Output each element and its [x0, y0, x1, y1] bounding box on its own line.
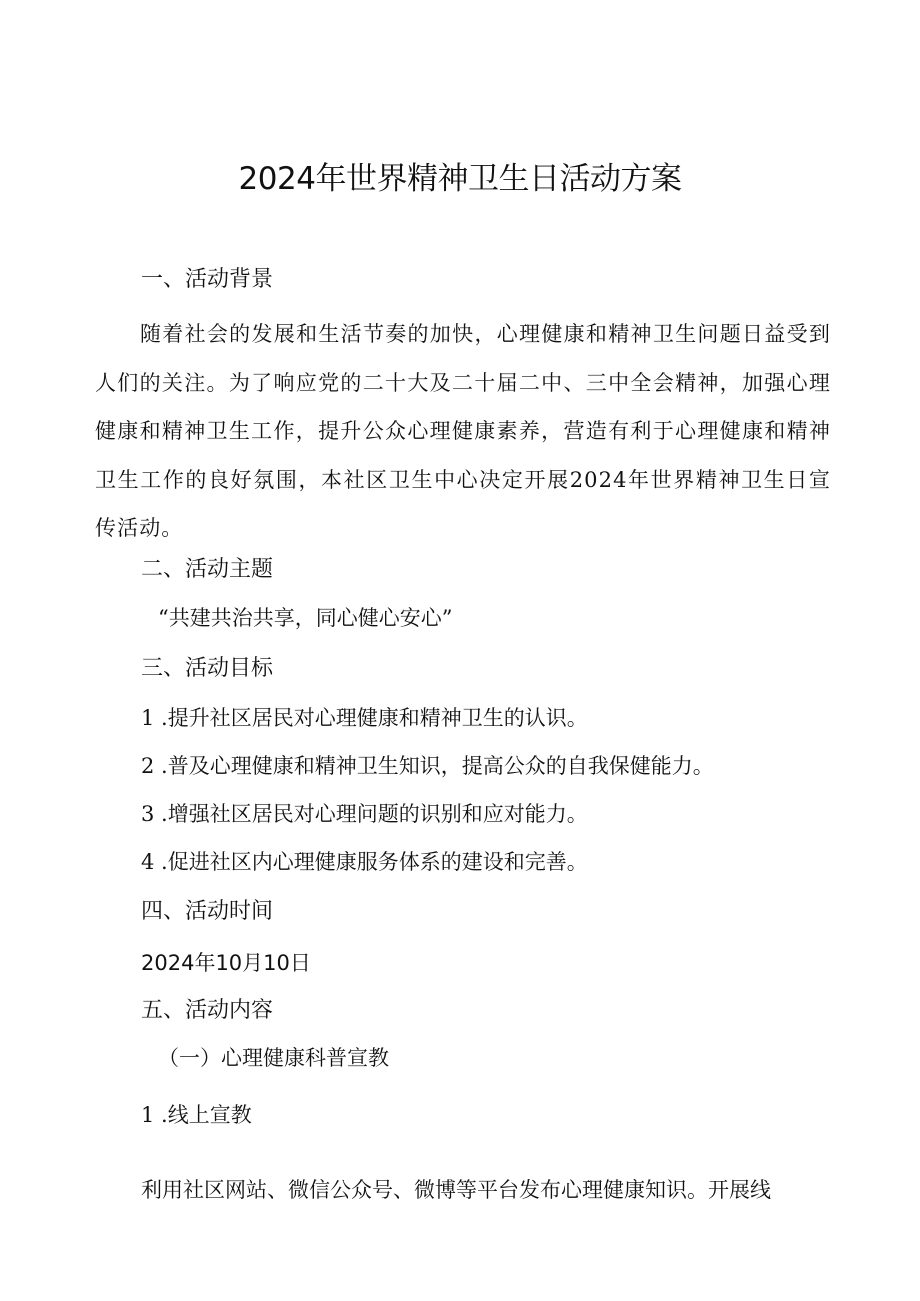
theme-slogan: “共建共治共享，同心健心安心” — [158, 606, 453, 630]
goal-item-2: 2 .普及心理健康和精神卫生知识，提高公众的自我保健能力。 — [141, 754, 714, 778]
content-item-1: 1 .线上宣教 — [141, 1103, 252, 1127]
section-heading-theme: 二、活动主题 — [141, 557, 274, 582]
content-paragraph-line: 利用社区网站、微信公众号、微博等平台发布心理健康知识。开展线 — [141, 1178, 771, 1202]
section-heading-time: 四、活动时间 — [141, 899, 274, 924]
section-heading-content: 五、活动内容 — [141, 998, 274, 1023]
document-title: 2024年世界精神卫生日活动方案 — [238, 161, 682, 197]
goal-item-3: 3 .增强社区居民对心理问题的识别和应对能力。 — [141, 802, 588, 826]
background-paragraph: 随着社会的发展和生活节奏的加快，心理健康和精神卫生问题日益受到人们的关注。为了响应党的二十大及二十届二中、三中全会精神，加强心理健康和精神卫生工作，提升公众心理健康素养，营造有利于心理健康和精神卫生工作的良好氛围，本社区卫生中心决定开展2024年世界精神卫生日宣传活动。 — [95, 322, 831, 540]
goal-item-1: 1 .提升社区居民对心理健康和精神卫生的认识。 — [141, 706, 588, 730]
section-heading-goals: 三、活动目标 — [141, 656, 274, 681]
activity-date: 2024年10月10日 — [141, 951, 311, 975]
goal-item-4: 4 .促进社区内心理健康服务体系的建设和完善。 — [141, 850, 588, 874]
section-heading-background: 一、活动背景 — [141, 267, 274, 292]
content-subheading: （一）心理健康科普宣教 — [158, 1046, 389, 1070]
